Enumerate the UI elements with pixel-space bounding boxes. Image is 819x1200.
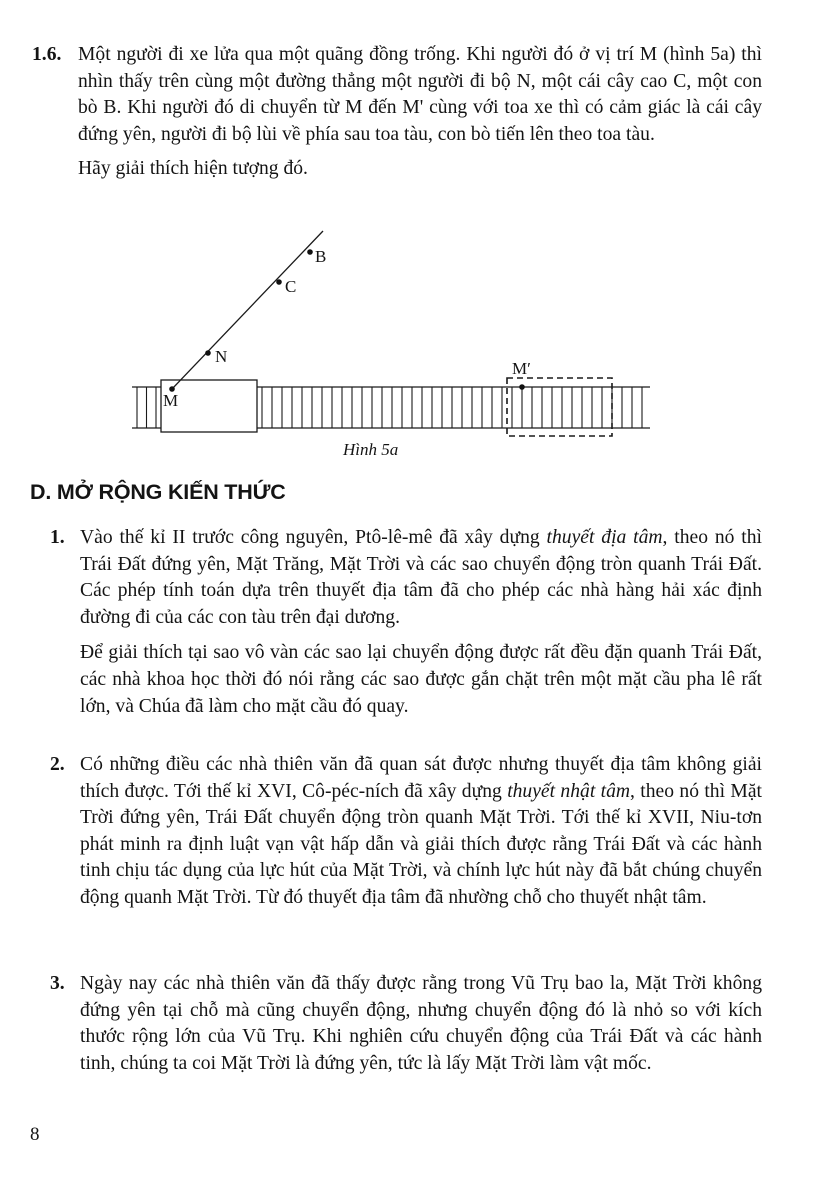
point-m-prime: [519, 384, 525, 390]
page-number: 8: [30, 1124, 40, 1145]
label-n: N: [215, 347, 228, 366]
item-1-text-end: , theo nó thì Trái Đất đứng yên, Mặt Trăng, Mặt Trời và các sao chuyển động tròn quanh Trái Đất. Các phép tính toán dựa trên thuyết địa tâm đã cho phép các nhà hàng hải xác định đường đi của các con tàu trên đại dương.: [80, 527, 762, 628]
term-heliocentric: thuyết nhật tâm: [507, 780, 631, 802]
item-3: [80, 971, 762, 1077]
term-geocentric: thuyết địa tâm: [546, 527, 663, 548]
point-b: [307, 249, 313, 255]
item-1: [80, 525, 762, 720]
item-3-text: Ngày nay các nhà thiên văn đã thấy được rằng trong Vũ Trụ bao la, Mặt Trời không đứng yên tại chỗ mà cũng chuyển động, nhưng chuyển động đó là nhỏ so với kích thước rộng lớn của Vũ Trụ. Khi nghiên cứu chuyển động của Trái Đất và các hành tinh, chúng ta coi Mặt Trời là đứng yên, tức là lấy Mặt Trời làm vật mốc.: [80, 973, 762, 1074]
item-2-text: [80, 752, 762, 912]
exercise-number: 1.6.: [32, 44, 62, 65]
item-1-number: 1.: [50, 527, 65, 548]
item-2: [80, 752, 762, 912]
item-3-number: 3.: [50, 973, 65, 994]
label-m-prime: M′: [512, 359, 531, 378]
exercise-question: Hãy giải thích hiện tượng đó.: [78, 158, 308, 180]
line-of-sight: [172, 231, 323, 389]
label-c: C: [285, 277, 297, 296]
item-1-text-start: Vào thế kỉ II trước công nguyên, Ptô-lê-mê đã xây dựng: [80, 527, 547, 548]
item-2-text-start: Có những điều các nhà thiên văn đã quan sát được nhưng thuyết địa tâm không giải thích được. Tới thế kỉ XVI, Cô-péc-ních đã xây dựng: [80, 754, 762, 802]
section-heading: D. MỞ RỘNG KIẾN THỨC: [30, 480, 286, 504]
item-2-number: 2.: [50, 754, 65, 775]
exercise-text: Một người đi xe lửa qua một quãng đồng trống. Khi người đó ở vị trí M (hình 5a) thì nhìn thấy trên cùng một đường thẳng một người đi bộ N, một cái cây cao C, một con bò B. Khi người đó di chuyển từ M đến M' cùng với toa xe thì có cảm giác là cái cây đứng yên, người đi bộ lùi về phía sau toa tàu, con bò tiến lên theo toa tàu.: [78, 44, 762, 145]
figure-caption: Hình 5a: [343, 440, 399, 459]
point-c: [276, 279, 282, 285]
item-1-continuation: Để giải thích tại sao vô vàn các sao lại chuyển động được rất đều đặn quanh Trái Đất, các nhà khoa học thời đó nói rằng các sao được gắn chặt trên một mặt cầu pha lê rất lớn, và Chúa đã làm cho mặt cầu đó quay.: [80, 642, 762, 717]
item-1-text: [80, 525, 762, 631]
label-b: B: [315, 247, 327, 266]
item-2-text-end: , theo nó thì Mặt Trời đứng yên, Trái Đất chuyển động tròn quanh Mặt Trời. Tới thế kỉ XVII, Niu-tơn phát minh ra định luật vạn vật hấp dẫn và giải thích được rằng Trái Đất và các hành tinh chịu tác dụng của lực hút của Mặt Trời, và chính lực hút này đã bắt chúng chuyển động quanh Mặt Trời. Từ đó thuyết địa tâm đã nhường chỗ cho thuyết nhật tâm.: [80, 780, 762, 908]
label-m: M: [163, 391, 179, 410]
point-n: [205, 350, 211, 356]
figure-5a: [0, 0, 819, 470]
